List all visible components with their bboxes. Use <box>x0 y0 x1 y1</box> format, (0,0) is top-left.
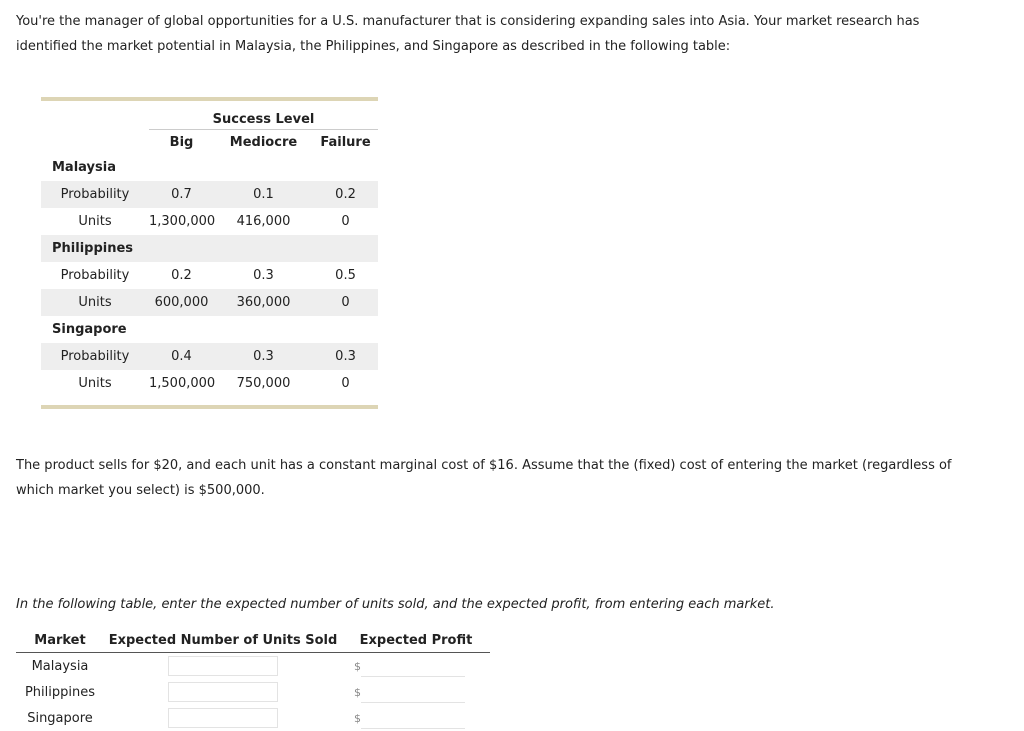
expected-profit-input[interactable] <box>361 656 465 677</box>
units-row <box>41 289 378 316</box>
units-row <box>41 208 378 235</box>
country-name: Singapore <box>52 322 127 337</box>
answer-row-malaysia <box>16 653 490 680</box>
country-row-singapore <box>41 316 378 343</box>
country-row-philippines <box>41 235 378 262</box>
table-cell: 600,000 <box>149 289 214 316</box>
header-market: Market <box>16 628 104 653</box>
table-cell: 0.7 <box>149 181 214 208</box>
table-cell: 0 <box>313 289 378 316</box>
expected-profit-input[interactable] <box>361 682 465 703</box>
header-expected-units: Expected Number of Units Sold <box>104 628 342 653</box>
column-header-failure: Failure <box>313 130 378 155</box>
pricing-text: The product sells for $20, and each unit has a constant marginal cost of $16. Assume that the (fixed) cost of entering the market (regardless of which market you select) is $500,000. <box>16 458 952 498</box>
answer-row-singapore <box>16 705 490 731</box>
answer-row-philippines <box>16 679 490 705</box>
table-cell: 0 <box>341 376 350 391</box>
row-label: Units <box>78 376 112 391</box>
market-potential-table <box>41 97 378 409</box>
column-header-mediocre: Mediocre <box>214 130 313 155</box>
table-cell: 0.5 <box>335 268 356 283</box>
probability-row <box>41 181 378 208</box>
table-cell: 0.2 <box>171 268 192 283</box>
expected-units-input[interactable] <box>168 682 278 702</box>
expected-profit-input[interactable] <box>361 708 465 729</box>
table-cell: 416,000 <box>236 214 291 229</box>
table-cell: 0.3 <box>214 343 313 370</box>
row-label: Probability <box>60 268 130 283</box>
dollar-sign: $ <box>354 685 361 699</box>
table-cell: 0.3 <box>313 343 378 370</box>
probability-row <box>41 262 378 289</box>
probability-row <box>41 343 378 370</box>
row-label: Units <box>41 289 149 316</box>
table-cell: 0.2 <box>313 181 378 208</box>
table-cell: 0.1 <box>214 181 313 208</box>
expected-units-input[interactable] <box>168 656 278 676</box>
row-label: Units <box>78 214 112 229</box>
answer-table <box>16 628 490 731</box>
table-cell: 1,500,000 <box>149 376 216 391</box>
market-name: Malaysia <box>31 658 89 674</box>
table-cell: 0 <box>341 214 350 229</box>
instruction-text: In the following table, enter the expected number of units sold, and the expected profit, from entering each market. <box>16 597 775 612</box>
table-cell: 1,300,000 <box>149 214 216 229</box>
market-name: Philippines <box>24 684 96 700</box>
country-name: Philippines <box>41 235 149 262</box>
table-cell: 360,000 <box>214 289 313 316</box>
header-expected-profit: Expected Profit <box>342 628 490 653</box>
table-cell: 750,000 <box>236 376 291 391</box>
row-label: Probability <box>41 343 149 370</box>
table-cell: 0.4 <box>149 343 214 370</box>
success-level-header: Success Level <box>212 112 315 127</box>
units-row <box>41 370 378 397</box>
country-row-malaysia <box>41 154 378 181</box>
column-header-big: Big <box>149 130 214 155</box>
table-bottom-rule <box>41 405 378 409</box>
dollar-sign: $ <box>354 659 361 673</box>
dollar-sign: $ <box>354 711 361 725</box>
expected-units-input[interactable] <box>168 708 278 728</box>
table-cell: 0.3 <box>253 268 274 283</box>
row-label: Probability <box>41 181 149 208</box>
market-name: Singapore <box>27 710 93 726</box>
intro-text: You're the manager of global opportunities for a U.S. manufacturer that is considering expanding sales into Asia. Your market research has identified the market potential in Malaysia, the Philippines, and Singapore as described in the following table: <box>16 14 920 54</box>
country-name: Malaysia <box>52 160 116 175</box>
